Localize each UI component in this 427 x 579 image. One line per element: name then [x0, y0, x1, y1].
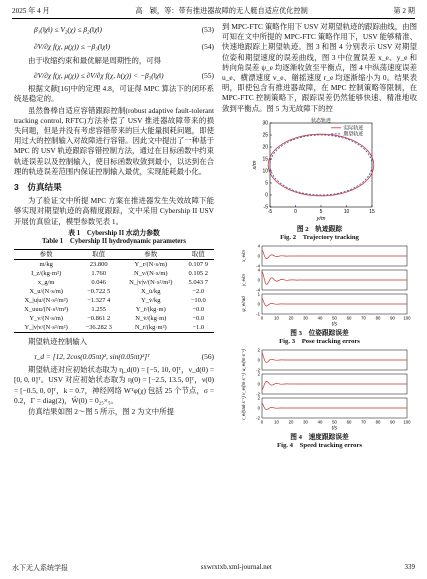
- x-axis-label: t/s: [331, 425, 338, 431]
- x-tick-label: 80: [375, 419, 381, 425]
- series-line: [262, 250, 407, 259]
- table-cell: X_u̇/kg: [141, 288, 161, 296]
- table-cell: 0.105 2: [188, 270, 208, 278]
- table-header-row: [14, 250, 214, 260]
- x-tick-label: 70: [361, 315, 366, 321]
- table-row: [14, 305, 214, 314]
- y-axis-label: y_e/m: [241, 273, 246, 286]
- legend-label: 期望轨迹: [343, 131, 364, 138]
- table-cell: I_z/(kg·m²): [31, 270, 62, 278]
- table-cell: 23.800: [89, 261, 108, 269]
- table-header: 参数: [144, 251, 158, 259]
- parameter-table: [14, 249, 214, 333]
- y-tick-label: 30: [262, 120, 268, 127]
- y-tick-label: -2: [256, 391, 260, 397]
- y-tick-label: 0: [257, 405, 260, 411]
- equation-55: ∂V/∂χ f(χ, μ(χ)) ≤ ∂V/∂χ f(χ, h(χ)) < −β₃(‖χ‖) (55): [34, 70, 214, 80]
- table-cell: Y_ṙ/(kg·m): [135, 306, 166, 314]
- y-tick-label: 15: [262, 156, 268, 163]
- table-cell: −0.0: [192, 306, 205, 314]
- y-tick-label: -5: [263, 204, 268, 211]
- table-cell: N_v̇/(kg·m): [135, 315, 167, 323]
- table-header: 取值: [92, 251, 106, 259]
- table-cell: m/kg: [39, 261, 53, 269]
- y-tick-label: 1: [257, 291, 260, 297]
- y-tick-label: 0: [257, 357, 260, 363]
- x-tick-label: 10: [343, 208, 350, 215]
- y-tick-label: 0: [257, 277, 260, 283]
- figure-2: [222, 115, 417, 243]
- series-line: [268, 134, 374, 196]
- y-axis-label: v_e/(m·s⁻¹): [241, 372, 246, 395]
- table-cell: 1.255: [91, 306, 106, 314]
- table-cell: −0.722 5: [87, 288, 111, 296]
- x-tick-label: 40: [317, 315, 323, 321]
- chart-annotation: 状态轨迹: [310, 117, 332, 124]
- x-tick-label: 10: [274, 419, 279, 425]
- table-cell: x_g/m: [37, 279, 55, 287]
- series-line: [262, 352, 407, 362]
- table-row: [14, 278, 214, 287]
- table-cell: 0.046: [91, 279, 106, 287]
- table-cell: −10.0: [190, 297, 206, 305]
- y-axis-label: x_e/m: [241, 249, 246, 262]
- x-tick-label: 40: [317, 419, 323, 425]
- y-tick-label: 0: [257, 301, 260, 307]
- x-tick-label: 0: [294, 208, 297, 215]
- x-tick-label: 30: [303, 419, 308, 425]
- y-tick-label: -4: [256, 263, 260, 269]
- y-tick-label: 20: [262, 144, 268, 151]
- y-axis-label: r_e/(rad·s⁻¹): [241, 395, 246, 420]
- y-tick-label: 0: [257, 381, 260, 387]
- x-tick-label: 30: [303, 315, 308, 321]
- table-cell: 5.043 7: [188, 279, 208, 287]
- y-axis-label: ψ_e/rad: [241, 296, 246, 312]
- table-cell: X_|u|u/(N·s²/m²): [24, 297, 68, 305]
- table-cell: −1.0: [192, 324, 205, 332]
- table-row: [14, 269, 214, 278]
- paragraph: 虽然鲁棒自适应容错跟踪控制(robust adaptive fault-tolerant tracking control, RFTC)方法补偿了 USV 推进器故障带来的损失问题，但是并没有考虑容错带来的巨大能量损耗问题，即使用过大的控制输入对故障进行容错。因此文中提出了一种基于 MPC 的 USV 轨迹跟踪容错控制方法，通过在目标函数中约束轨迹误差以及控制输入，使目标函数收敛到最小，以达到在合理的轨迹误差范围内保证控制输入最优，实现能耗最小化。: [14, 105, 214, 176]
- header-date: 2025 年 4 月: [12, 7, 50, 15]
- trajectory-chart: [222, 115, 417, 223]
- table-cell: 0.107 9: [188, 261, 208, 269]
- page-footer: [12, 563, 415, 573]
- paragraph: 为了验证文中所提 MPC 方案在推进器发生失效故障下能够实现对期望轨迹的高精度跟踪，文中采用 Cybership II USV 开展仿真验证，模型参数见表 1。: [14, 196, 214, 226]
- x-tick-label: 80: [375, 315, 381, 321]
- equation-53: β₁(‖χ‖) ≤ V₂(χ) ≤ β₂(‖χ‖) (53): [34, 25, 214, 35]
- x-axis-label: t/s: [331, 321, 338, 327]
- table-cell: Y_|v|v/(N·s²/m²): [24, 324, 68, 332]
- figure-4: [222, 347, 417, 451]
- table-caption: 表 1 Cybership II 水动力参数 Table 1 Cybership II hydrodynamic parameters: [42, 229, 186, 246]
- equation-54: ∂V/∂χ f(χ, μ(χ)) ≤ −β₃(‖χ‖) (54): [34, 42, 214, 52]
- x-tick-label: 15: [369, 208, 375, 215]
- figure-caption: 图 4 速度跟踪误差 Fig. 4 Speed tracking errors: [277, 434, 362, 450]
- page-header: [12, 6, 415, 16]
- table-cell: Y_r/(N·s/m): [134, 261, 168, 269]
- table-row: [14, 323, 214, 333]
- y-tick-label: 4: [257, 267, 260, 273]
- footer-page-number: 339: [404, 563, 415, 571]
- paragraph: 期望轨迹对应初始状态取为 η_d(0) = [−5, 10, 0]ᵀ，ν_d(0) = [0, 0, 0]ᵀ。USV 对应初始状态取为 η(0) = [−2.5, 13.5, 0]ᵀ，ν(0) = [−0.5, 0, 0]ᵀ，k = 0.7，神经网络 Wᵀφ(χ) 包括 25 个节点，σ = 0.2，Γ = diag(2)，Ŵ(0) = 0₂₅×₅。: [14, 365, 214, 405]
- table-header: 取值: [191, 251, 205, 259]
- y-tick-label: 4: [257, 243, 260, 249]
- series-line: [262, 381, 407, 390]
- table-cell: −0.861 2: [87, 315, 111, 323]
- y-tick-label: 2: [257, 395, 260, 401]
- x-tick-label: 100: [403, 419, 411, 425]
- x-tick-label: 0: [260, 419, 264, 425]
- paragraph: 根据文献[16]中的定理 4.8，可证得 MPC 算法下的闭环系统是稳定的。: [14, 84, 214, 104]
- header-rule: [12, 18, 415, 19]
- y-tick-label: 2: [257, 371, 260, 377]
- x-tick-label: 60: [346, 315, 352, 321]
- legend-label: 实际轨迹: [343, 125, 364, 132]
- figure-3: [222, 243, 417, 347]
- right-column: [222, 22, 417, 451]
- table-cell: −36.282 3: [85, 324, 112, 332]
- table-cell: N_|v|v/(N·s²/m²): [129, 279, 173, 287]
- x-tick-label: 5: [319, 208, 323, 215]
- x-tick-label: 20: [288, 419, 294, 425]
- y-tick-label: 25: [262, 132, 268, 139]
- x-tick-label: 100: [403, 315, 411, 321]
- x-tick-label: 20: [288, 315, 294, 321]
- footer-journal: 水下无人系统学报: [12, 564, 68, 572]
- y-tick-label: -2: [256, 415, 260, 421]
- table-header: 参数: [39, 251, 53, 259]
- x-tick-label: 70: [361, 419, 366, 425]
- y-tick-label: -1: [256, 311, 260, 317]
- table-row: [14, 287, 214, 296]
- y-tick-label: 0: [257, 253, 260, 259]
- footer-url: sxwrxtxb.xml-journal.net: [200, 563, 272, 571]
- paragraph: 期望轨迹控制输入: [28, 337, 88, 347]
- table-cell: Y_v/(N·s/m): [29, 315, 63, 323]
- x-tick-label: 50: [332, 315, 337, 321]
- paragraph: 仿真结果如图 2～图 5 所示，图 2 为文中所提: [28, 407, 174, 417]
- x-tick-label: 10: [274, 315, 279, 321]
- x-tick-label: 0: [260, 315, 264, 321]
- x-tick-label: -5: [267, 208, 273, 215]
- table-cell: 1.760: [91, 270, 106, 278]
- series-line: [262, 403, 407, 410]
- pose-error-chart: [222, 243, 417, 327]
- table-row: [14, 296, 214, 305]
- paragraph: 到 MPC-FTC 策略作用下 USV 对期望轨迹的跟踪曲线，由图可知在文中所提的 MPC-FTC 策略作用下，USV 能够精准、快速地跟踪上期望轨迹。图 3 和图 4 分别表示 USV 对期望位姿和期望速度的误差曲线，图 3 中位置误差 x_e、y_e 和转向角误差 ψ_e 均逐渐收敛至平衡点，图 4 中纵荡速度误差 u_e、横漂速度 v_e、艏摇速度 r_e 均逐渐缩小为 0。结果表明，即使包含有推进器故障，在 MPC 控制策略等限制，在 MPC-FTC 控制策略下，跟踪误差仍然能够快速、精准地收敛到平衡点。图 5 为无故障下的控: [222, 22, 417, 113]
- table-cell: X_uuu/(N·s³/m³): [24, 306, 69, 314]
- x-tick-label: 90: [390, 419, 395, 425]
- section-heading: 3 仿真结果: [14, 182, 62, 193]
- table-cell: −1.327 4: [87, 297, 111, 305]
- x-tick-label: 60: [346, 419, 352, 425]
- y-tick-label: 10: [262, 168, 268, 175]
- figure-caption: 图 3 位姿跟踪误差 Fig. 3 Pose tracking errors: [279, 330, 360, 346]
- table-cell: N_v/(N·s/m): [133, 270, 168, 278]
- table-cell: X_u/(N·s/m): [29, 288, 63, 296]
- y-tick-label: 5: [265, 180, 268, 187]
- table-row: [14, 314, 214, 323]
- table-cell: −2.0: [192, 288, 205, 296]
- table-row: [14, 260, 214, 270]
- equation-56: τ_d = [12, 2cos(0.05πt)², sin(0.05πt)²]ᵀ (56): [34, 351, 214, 361]
- table-cell: Y_v̇/kg: [141, 297, 161, 305]
- y-tick-label: 2: [257, 347, 260, 353]
- header-title: 高 颖，等：带有推进器故障的无人艇自适应优化控制: [135, 7, 308, 15]
- figure-caption: 图 2 轨迹跟踪 Fig. 2 Trajectory tracking: [280, 226, 359, 242]
- x-axis-label: y/m: [316, 215, 326, 222]
- y-tick-label: -2: [256, 367, 260, 373]
- y-tick-label: 0: [265, 192, 268, 199]
- series-line: [262, 298, 407, 306]
- y-axis-label: u_e/(m·s⁻¹): [241, 348, 246, 371]
- x-tick-label: 50: [332, 419, 337, 425]
- table-cell: −0.0: [192, 315, 205, 323]
- left-column: [14, 22, 214, 418]
- paragraph: 由于收缩约束和最优解是周期性的，可得: [28, 56, 162, 65]
- y-tick-label: -4: [256, 287, 260, 293]
- series-line: [270, 135, 372, 195]
- x-tick-label: 90: [390, 315, 395, 321]
- table-cell: N_ṙ/(kg·m²): [134, 324, 167, 332]
- header-issue: 第 2 期: [393, 7, 415, 15]
- speed-error-chart: [222, 347, 417, 431]
- series-line: [262, 271, 407, 284]
- y-axis-label: x/m: [252, 160, 258, 170]
